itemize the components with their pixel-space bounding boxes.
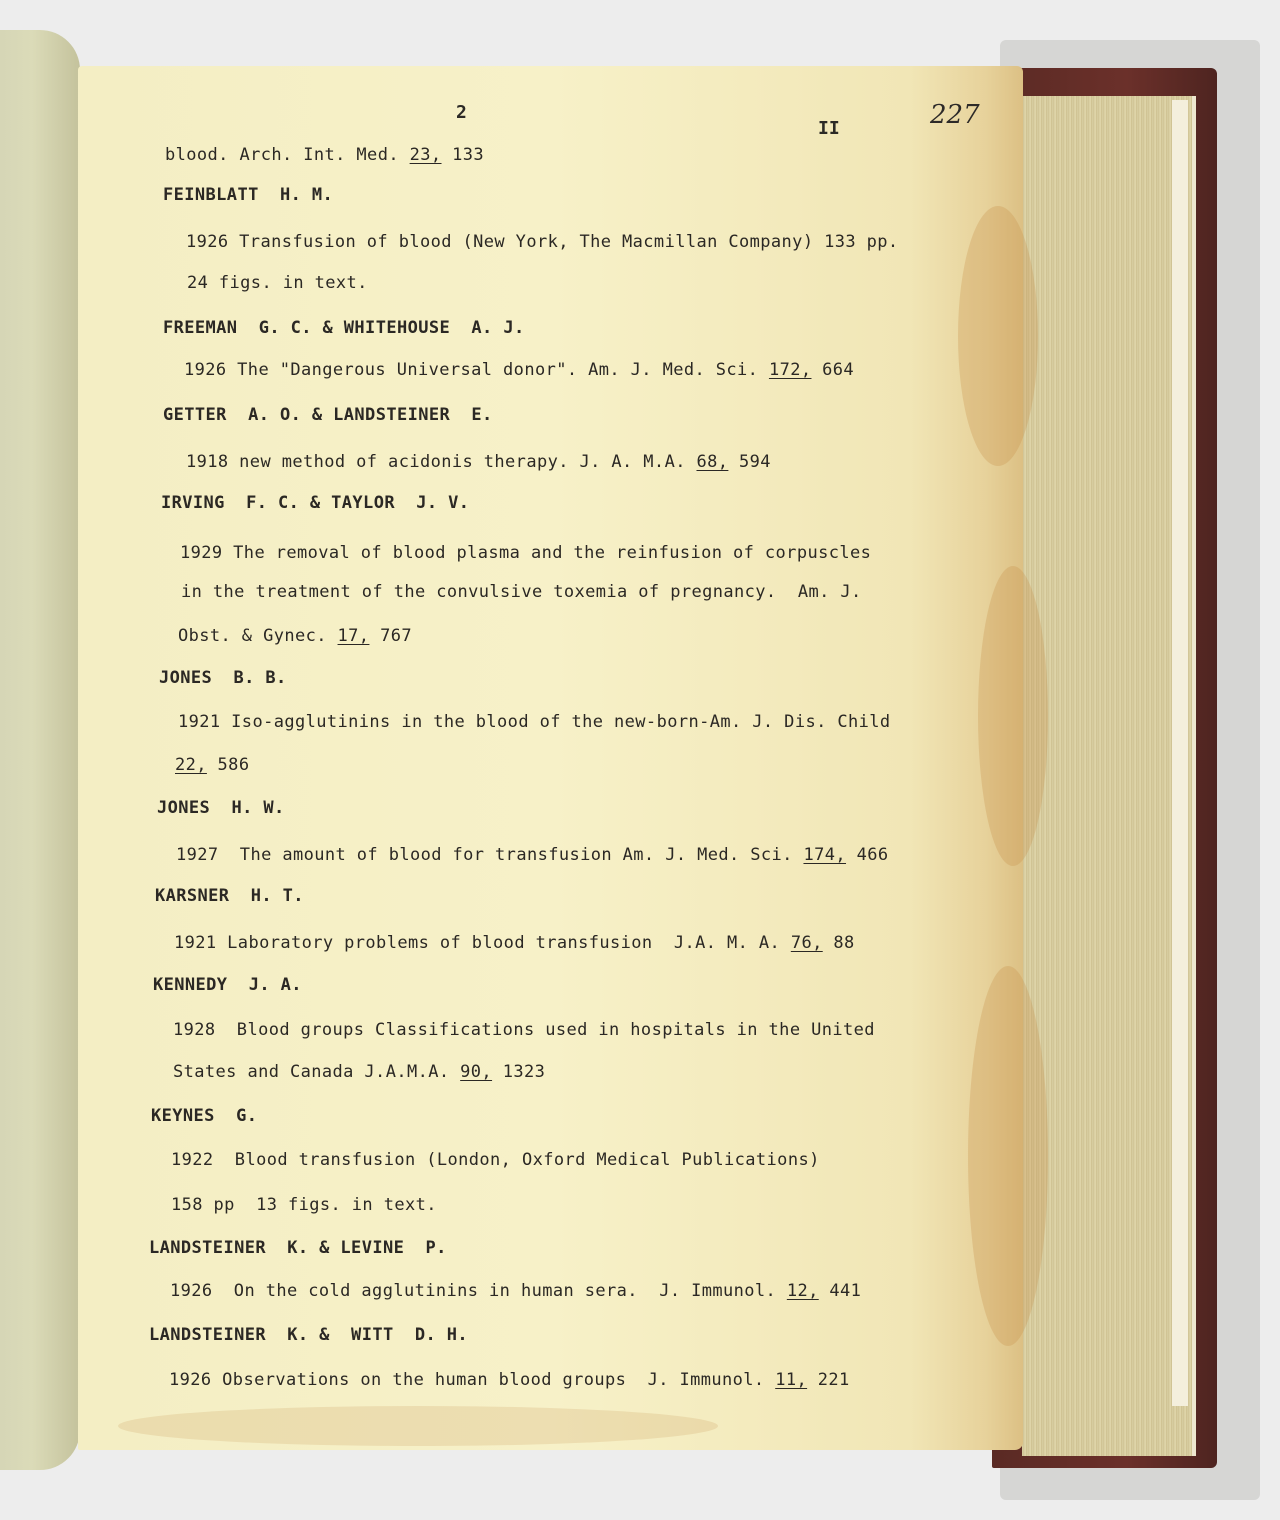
reference-text: 24 figs. in text.	[187, 273, 368, 293]
reference-text: 1929 The removal of blood plasma and the reinfusion of corpuscles	[180, 543, 872, 563]
volume-number: 12,	[786, 1281, 819, 1301]
age-stain	[118, 1406, 718, 1446]
author-name: KEYNES G.	[151, 1106, 258, 1126]
ghost-text-fragment	[0, 180, 30, 224]
reference-text: Obst. & Gynec.	[178, 626, 327, 646]
ghost-text-fragment	[0, 928, 30, 972]
ghost-text-fragment	[0, 664, 30, 708]
author-heading	[163, 405, 493, 425]
reference-line	[171, 1150, 820, 1170]
reference-text: 1918 new method of acidonis therapy. J. A. M.A.	[186, 452, 686, 472]
handwritten-folio-number: 227	[930, 100, 980, 130]
age-stain	[968, 966, 1048, 1346]
volume-number: 172,	[768, 360, 812, 380]
reference-text: blood. Arch. Int. Med.	[165, 145, 399, 165]
author-heading	[159, 668, 287, 688]
ghost-text-fragment	[0, 1104, 30, 1148]
page-reference: 466	[856, 845, 889, 865]
reference-line	[174, 933, 855, 953]
left-page-ghost-text	[0, 180, 30, 1236]
page-reference: 664	[822, 360, 855, 380]
ghost-text-fragment	[0, 312, 30, 356]
author-heading	[163, 185, 333, 205]
ghost-text-fragment	[0, 224, 30, 268]
ghost-text-fragment	[0, 884, 30, 928]
ghost-text-fragment	[0, 356, 30, 400]
page-number: 2	[456, 102, 467, 123]
reference-line	[187, 273, 368, 293]
ghost-text-fragment	[0, 400, 30, 444]
page-reference: 586	[217, 755, 250, 775]
volume-number: 17,	[337, 626, 370, 646]
ghost-text-fragment	[0, 840, 30, 884]
author-heading	[161, 493, 469, 513]
back-page-edge	[1172, 100, 1188, 1406]
volume-number: 22,	[175, 755, 207, 775]
reference-line	[170, 1281, 861, 1301]
reference-text: States and Canada J.A.M.A.	[173, 1062, 450, 1082]
author-name: JONES H. W.	[157, 798, 285, 818]
reference-line	[176, 845, 889, 865]
reference-line	[181, 582, 862, 602]
reference-line	[178, 712, 891, 732]
author-heading	[163, 318, 525, 338]
age-stain	[978, 566, 1048, 866]
author-name: LANDSTEINER K. & WITT D. H.	[149, 1325, 469, 1345]
volume-number: 174,	[803, 845, 847, 865]
ghost-text-fragment	[0, 972, 30, 1016]
ghost-text-fragment	[0, 444, 30, 488]
reference-text: 1927 The amount of blood for transfusion Am. J. Med. Sci.	[176, 845, 793, 865]
reference-line	[186, 452, 771, 472]
reference-line	[173, 1020, 875, 1040]
reference-line	[180, 543, 871, 563]
volume-number: 23,	[409, 145, 442, 165]
ghost-text-fragment	[0, 708, 30, 752]
ghost-text-fragment	[0, 1148, 30, 1192]
page-edges	[1022, 96, 1196, 1456]
reference-text: in the treatment of the convulsive toxemia of pregnancy. Am. J.	[181, 582, 862, 602]
left-page-edge	[0, 30, 80, 1470]
reference-text: 1921 Laboratory problems of blood transfusion J.A. M. A.	[174, 933, 781, 953]
page-reference: 88	[833, 933, 855, 953]
author-name: JONES B. B.	[159, 668, 287, 688]
reference-text: 1922 Blood transfusion (London, Oxford Medical Publications)	[171, 1150, 820, 1170]
reference-line	[169, 1370, 850, 1390]
volume-number: 11,	[775, 1370, 808, 1390]
section-numeral: II	[818, 118, 840, 139]
ghost-text-fragment	[0, 620, 30, 664]
page-reference: 133	[452, 145, 485, 165]
page-reference: 221	[817, 1370, 850, 1390]
author-name: GETTER A. O. & LANDSTEINER E.	[163, 405, 493, 425]
ghost-text-fragment	[0, 752, 30, 796]
page-reference: 594	[739, 452, 771, 472]
ghost-text-fragment	[0, 532, 30, 576]
author-name: KARSNER H. T.	[155, 886, 304, 906]
reference-line	[171, 1195, 437, 1215]
author-heading	[153, 975, 302, 995]
reference-line	[186, 232, 899, 252]
page-reference: 767	[380, 626, 412, 646]
age-stain	[958, 206, 1038, 466]
author-heading	[151, 1106, 257, 1126]
reference-line	[184, 360, 854, 380]
ghost-text-fragment	[0, 268, 30, 312]
author-name: IRVING F. C. & TAYLOR J. V.	[161, 493, 470, 513]
reference-text: 1928 Blood groups Classifications used in hospitals in the United	[173, 1020, 875, 1040]
volume-number: 90,	[460, 1062, 493, 1082]
volume-number: 68,	[696, 452, 729, 472]
author-name: KENNEDY J. A.	[153, 975, 302, 995]
ghost-text-fragment	[0, 1016, 30, 1060]
volume-number: 76,	[790, 933, 823, 953]
author-heading	[149, 1325, 468, 1345]
reference-text: 1926 The "Dangerous Universal donor". Am. J. Med. Sci.	[184, 360, 759, 380]
reference-text: 1926 Transfusion of blood (New York, The Macmillan Company) 133 pp.	[186, 232, 899, 252]
author-name: FREEMAN G. C. & WHITEHOUSE A. J.	[163, 318, 525, 338]
reference-line	[175, 755, 249, 775]
reference-text: 158 pp 13 figs. in text.	[171, 1195, 437, 1215]
ghost-text-fragment	[0, 796, 30, 840]
reference-line	[173, 1062, 545, 1082]
reference-text: 1926 On the cold agglutinins in human sera. J. Immunol.	[170, 1281, 777, 1301]
author-heading	[149, 1238, 447, 1258]
author-heading	[155, 886, 304, 906]
page-reference: 441	[829, 1281, 862, 1301]
continued-reference	[165, 145, 484, 165]
author-name: FEINBLATT H. M.	[163, 185, 334, 205]
reference-line	[178, 626, 412, 646]
ghost-text-fragment	[0, 488, 30, 532]
reference-text: 1921 Iso-agglutinins in the blood of the new-born-Am. J. Dis. Child	[178, 712, 891, 732]
ghost-text-fragment	[0, 1060, 30, 1104]
author-name: LANDSTEINER K. & LEVINE P.	[149, 1238, 447, 1258]
ghost-text-fragment	[0, 1192, 30, 1236]
page-reference: 1323	[502, 1062, 546, 1082]
reference-text: 1926 Observations on the human blood groups J. Immunol.	[169, 1370, 765, 1390]
author-heading	[157, 798, 285, 818]
ghost-text-fragment	[0, 576, 30, 620]
